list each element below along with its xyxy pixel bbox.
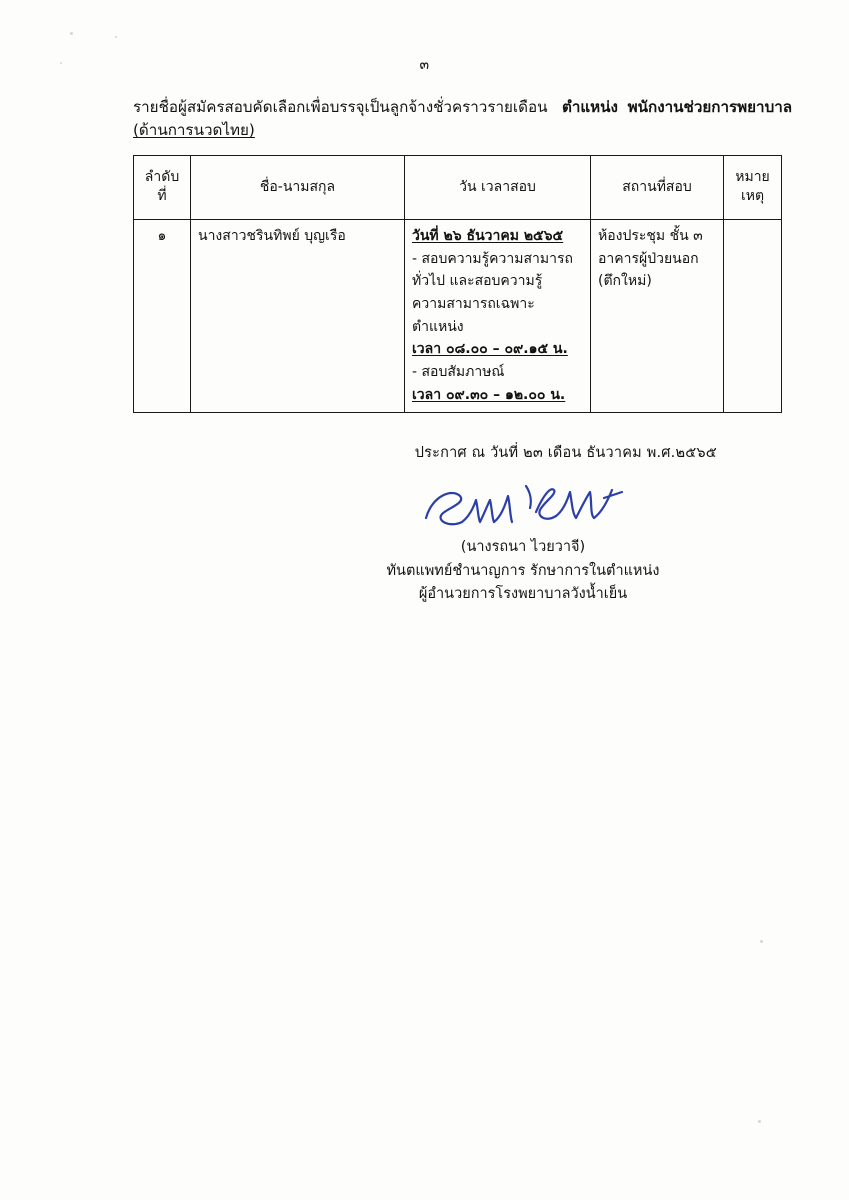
table-header-row [134,156,782,220]
place-line: ห้องประชุม ชั้น ๓ [598,228,703,245]
cell-note [724,220,782,413]
exam-time-written: เวลา ๐๘.๐๐ – ๐๙.๑๕ น. [412,341,568,358]
handwritten-signature [313,482,733,536]
applicant-table [133,155,782,413]
document-heading-line-2: (ด้านการนวดไทย) [133,121,255,140]
cell-no: ๑ [134,220,191,413]
place-line: อาคารผู้ป่วยนอก [598,250,699,267]
column-header-no [134,156,191,220]
scan-speck [70,32,73,35]
exam-detail-line: ทั่วไป และสอบความรู้ [412,273,543,290]
heading-position-value: พนักงานช่วยการพยาบาล [627,98,793,116]
column-header-note-line1: หมาย [735,169,770,186]
column-header-place: สถานที่สอบ [591,156,724,220]
page-number: ๓ [419,57,430,73]
cell-name: นางสาวชรินทิพย์ บุญเรือ [191,220,405,413]
signer-title-line-2: ผู้อำนวยการโรงพยาบาลวังน้ำเย็น [418,586,628,603]
document-body [133,96,793,607]
announcement-date: ประกาศ ณ วันที่ ๒๓ เดือน ธันวาคม พ.ศ.๒๕๖๕ [414,445,717,462]
place-line: (ตึกใหม่) [598,273,652,290]
column-header-name: ชื่อ-นามสกุล [191,156,405,220]
table-row [134,220,782,413]
column-header-no-line2: ที่ [157,188,167,205]
document-heading-line-1 [133,96,793,118]
signer-title-line-1: ทันตแพทย์ชำนาญการ รักษาการในตำแหน่ง [386,562,660,579]
exam-date: วันที่ ๒๖ ธันวาคม ๒๕๖๕ [412,228,564,245]
column-header-note [724,156,782,220]
scan-speck [760,940,763,943]
scan-speck [758,1120,761,1123]
cell-place [591,220,724,413]
heading-position-label: ตำแหน่ง [561,98,618,116]
exam-detail-line: ความสามารถเฉพาะตำแหน่ง [412,296,535,335]
exam-detail-line: - สอบสัมภาษณ์ [412,364,505,381]
exam-time-interview: เวลา ๐๙.๓๐ – ๑๒.๐๐ น. [412,386,566,403]
scan-speck [115,36,117,38]
signer-name: (นางรถนา ไวยวาจี) [460,539,586,556]
column-header-datetime: วัน เวลาสอบ [405,156,591,220]
exam-detail-line: - สอบความรู้ความสามารถ [412,250,573,267]
cell-datetime [405,220,591,413]
heading-subject: รายชื่อผู้สมัครสอบคัดเลือกเพื่อบรรจุเป็นลูกจ้างชั่วคราวรายเดือน [133,98,548,116]
column-header-note-line2: เหตุ [740,188,765,205]
signature-block [133,482,733,606]
column-header-no-line1: ลำดับ [144,169,180,186]
